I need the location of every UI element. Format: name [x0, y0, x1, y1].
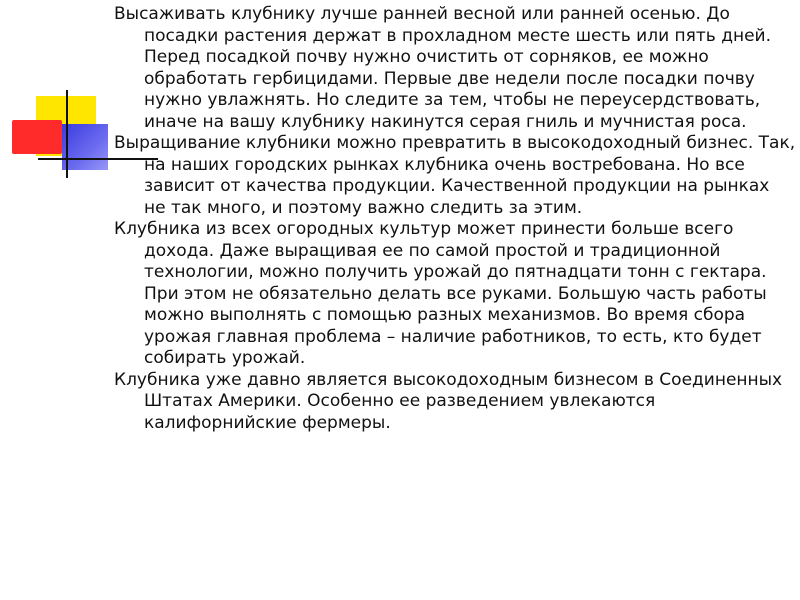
- paragraph-usa: Клубника уже давно является высокодоходным бизнесом в Соединенных Штатах Америки. Особенно ее разведением увлекаются калифорнийские фермеры.: [114, 369, 783, 433]
- paragraph-business: Выращивание клубники можно превратить в высокодоходный бизнес. Так, на наших городских рынках клубника очень востребована. Но все зависит от качества продукции. Качественной продукции на рынках не так много, и поэтому важно следить за этим.: [114, 133, 796, 218]
- paragraph-income: Клубника из всех огородных культур может принести больше всего дохода. Даже выращивая ее по самой простой и традиционной технологии, можно получить урожай до пятнадцати тонн с гектара. При этом не обязательно делать все руками. Большую часть работы можно выполнять с помощью разных механизмов. Во время сбора урожая главная проблема – наличие работников, то есть, кто будет собирать урожай.: [114, 219, 767, 368]
- slide-body-text: [114, 4, 796, 434]
- blue-square: [62, 124, 108, 170]
- vertical-line: [66, 90, 68, 178]
- paragraph-planting: Высаживать клубнику лучше ранней весной или ранней осенью. До посадки растения держат в прохладном месте шесть или пять дней. Перед посадкой почву нужно очистить от сорняков, ее можно обработать гербицидами. Первые две недели после посадки почву нужно увлажнять. Но следите за тем, чтобы не переусердствовать, иначе на вашу клубнику накинутся серая гниль и мучнистая роса.: [114, 4, 771, 132]
- red-square: [12, 120, 62, 154]
